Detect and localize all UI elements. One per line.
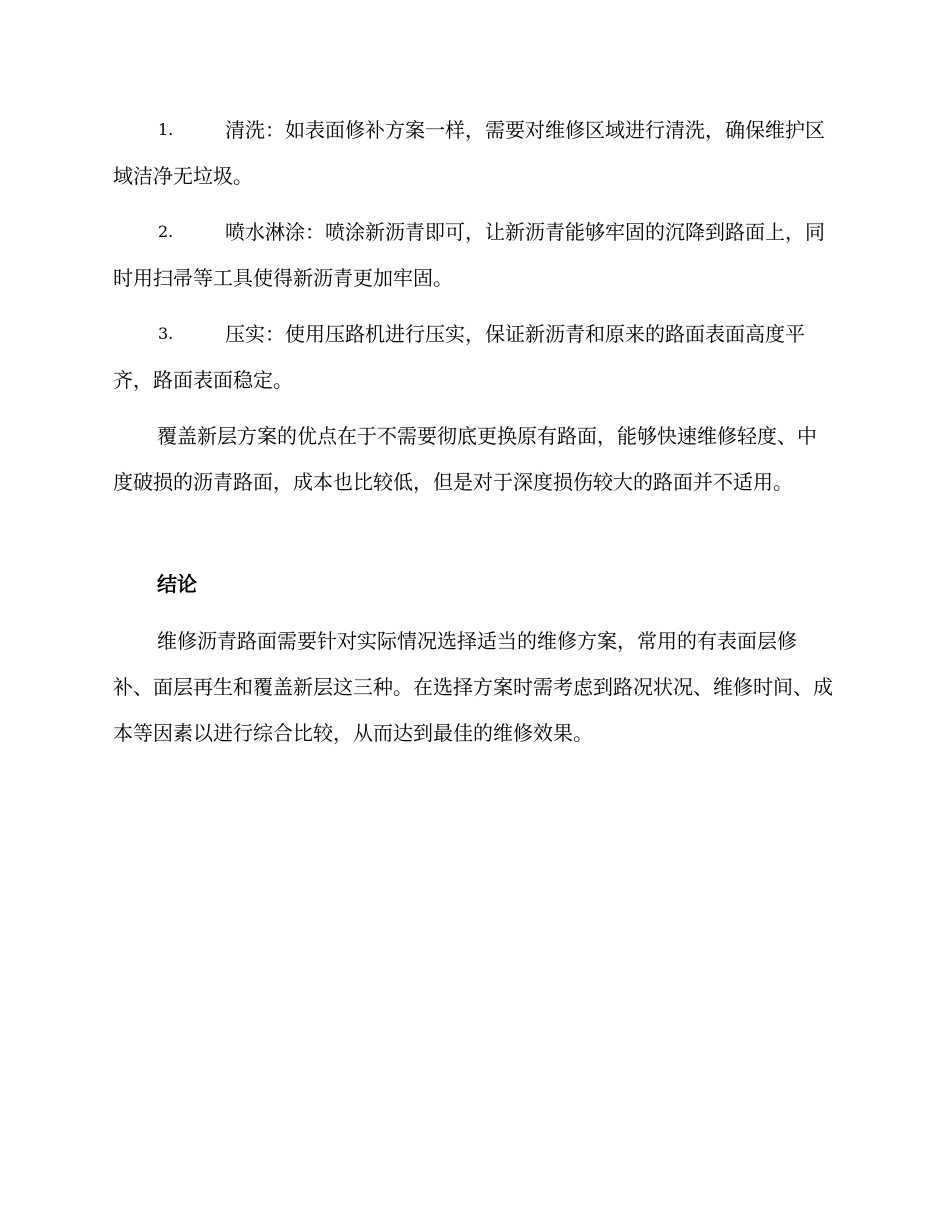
list-item-number: 1. (158, 120, 174, 139)
list-item-text: 压实：使用压路机进行压实，保证新沥青和原来的路面表面高度平齐，路面表面稳定。 (113, 322, 805, 392)
advantage-paragraph: 覆盖新层方案的优点在于不需要彻底更换原有路面，能够快速维修轻度、中度破损的沥青路面，成本也比较低，但是对于深度损伤较大的路面并不适用。 (113, 424, 817, 494)
conclusion-heading: 结论 (157, 572, 197, 596)
list-item-text: 喷水淋涂：喷涂新沥青即可，让新沥青能够牢固的沉降到路面上，同时用扫帚等工具使得新沥青更加牢固。 (113, 220, 825, 290)
list-item-number: 2. (158, 222, 174, 241)
list-item-text: 清洗：如表面修补方案一样，需要对维修区域进行清洗，确保维护区域洁净无垃圾。 (113, 118, 825, 188)
list-item (113, 311, 835, 403)
list-item-number: 3. (158, 324, 174, 343)
conclusion-paragraph: 维修沥青路面需要针对实际情况选择适当的维修方案，常用的有表面层修补、面层再生和覆盖新层这三种。在选择方案时需考虑到路况状况、维修时间、成本等因素以进行综合比较，从而达到最佳的维修效果。 (113, 629, 833, 745)
list-item (113, 107, 835, 199)
list-item (113, 209, 835, 301)
